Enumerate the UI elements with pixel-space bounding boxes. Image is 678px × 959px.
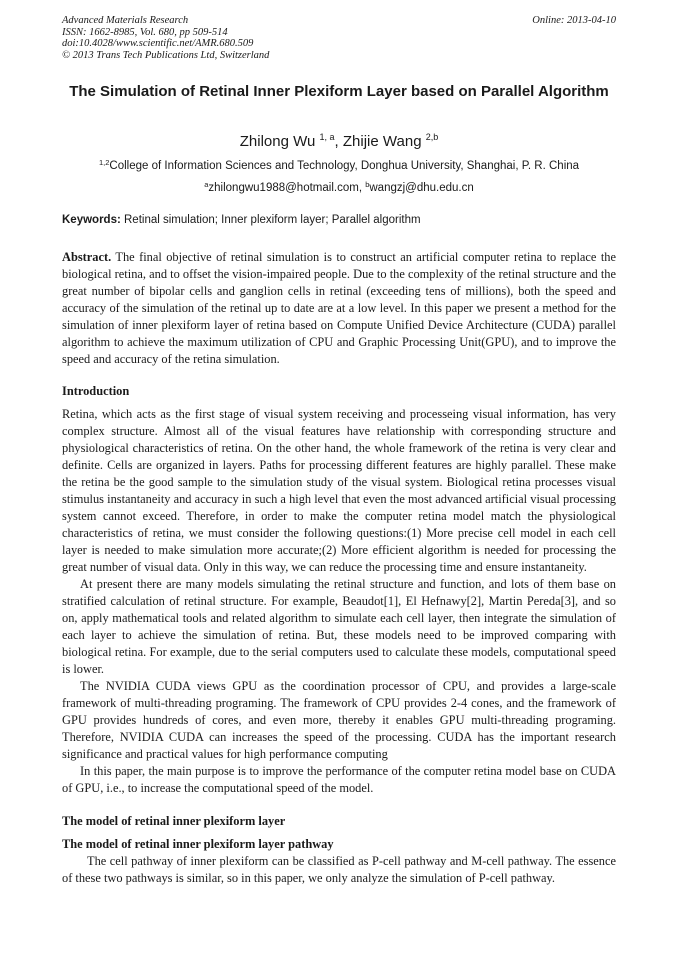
- copyright-line: © 2013 Trans Tech Publications Ltd, Switzerland: [62, 49, 270, 61]
- pathway-body: [62, 853, 616, 887]
- intro-paragraph-3: The NVIDIA CUDA views GPU as the coordination processor of CPU, and provides a large-scale framework of multi-threading programing. The framework of CPU provides 2-4 cones, and the framework of GPU provides hundreds of cores, and even more, thereby it enables GPU multi-threading programing. Therefore, NVIDIA CUDA can increases the speed of the processing. CUDA has the important research significance and practical values for high performance computing: [62, 679, 616, 761]
- author-2-sup: 2,b: [425, 132, 439, 142]
- abstract: [62, 249, 616, 368]
- author-line: [62, 128, 616, 151]
- pathway-subheading: The model of retinal inner plexiform layer pathway: [62, 837, 334, 851]
- affiliation-text: College of Information Sciences and Technology, Donghua University, Shanghai, P. R. China: [109, 160, 580, 172]
- keywords-text: Retinal simulation; Inner plexiform layer; Parallel algorithm: [120, 214, 421, 226]
- introduction-heading: Introduction: [62, 384, 130, 398]
- abstract-text: The final objective of retinal simulation is to construct an artificial computer retina to replace the biological retina, and to offset the vision-impaired people. Due to the complexity of the retinal structure and the great number of bipolar cells and ganglion cells in retinal (exceeding tens of millions), both the speed and accuracy of the simulation of the retinal up to date are at a low level. In this paper we present a method for the simulation of inner plexiform layer of retina based on Compute Unified Device Architecture (CUDA) parallel algorithm to achieve the maximum utilization of CPU and Graphic Processing Unit(GPU), and to improve the speed and accuracy of the retina simulation.: [62, 250, 616, 366]
- abstract-label: Abstract.: [62, 250, 112, 264]
- introduction-body: [62, 406, 616, 797]
- affiliation-sup: 1,2: [98, 158, 110, 167]
- email-b: wangzj@dhu.edu.cn: [369, 182, 474, 194]
- author-1: Zhilong Wu: [239, 133, 316, 150]
- online-date: Online: 2013-04-10: [532, 15, 616, 26]
- intro-paragraph-1: Retina, which acts as the first stage of visual system receiving and processeing visual information, has very complex structure. Almost all of the visual features have relationship with corresponding structure and physiological characteristics of retina. On the other hand, the whole framework of the retina is very clear and definite. Cells are organized in layers. Paths for processing different features are highly parallel. These make the retina be the good sample to the simulation study of the visual system. Biological retina processes visual stimulus instantaneity and accuracy in such a high level that even the most advanced artificial visual processing system cannot exceed. Therefore, in order to make the computer retina model match the physiological characteristics of retina, we must consider the following questions:(1) More precise cell model in each cell layer is needed to make simulation more accurate;(2) More efficient algorithm is needed for processing the great number of visual data. Only in this way, we can reduce the processing time and ensure instantaneity.: [62, 407, 616, 574]
- author-1-sup: 1, a: [319, 132, 335, 142]
- email-a: zhilongwu1988@hotmail.com: [208, 182, 359, 194]
- keywords: [62, 213, 616, 227]
- intro-paragraph-2: At present there are many models simulating the retinal structure and function, and lots of them base on stratified calculation of retinal structure. For example, Beaudot[1], El Hefnawy[2], Martin Pereda[3], and so on, apply mathematical tools and related algorithm to simulate each cell layer, then integrate the simulation of each layer to achieve the simulation of retina. But, these models need to be improved comparing with biological retina. For example, due to the serial computers used to calculate these models, computational speed is lower.: [62, 577, 616, 676]
- model-section-heading: The model of retinal inner plexiform layer: [62, 814, 286, 828]
- affiliation: [62, 156, 616, 173]
- issn-line: ISSN: 1662-8985, Vol. 680, pp 509-514: [62, 26, 228, 38]
- author-separator: ,: [334, 133, 343, 150]
- doi-line: doi:10.4028/www.scientific.net/AMR.680.509: [62, 38, 254, 49]
- email-a-sup: a: [204, 180, 209, 189]
- journal-header: [62, 15, 269, 61]
- email-b-sup: b: [365, 180, 370, 189]
- paper-title: The Simulation of Retinal Inner Plexiform Layer based on Parallel Algorithm: [69, 83, 609, 100]
- intro-paragraph-4: In this paper, the main purpose is to improve the performance of the computer retina model base on CUDA of GPU, i.e., to increase the computational speed of the model.: [62, 764, 616, 795]
- email-separator: ,: [358, 182, 366, 194]
- author-2: Zhijie Wang: [342, 133, 422, 150]
- email-line: [62, 178, 616, 195]
- journal-name: Advanced Materials Research: [62, 15, 189, 26]
- keywords-label: Keywords:: [62, 214, 121, 226]
- pathway-paragraph: The cell pathway of inner plexiform can be classified as P-cell pathway and M-cell pathway. The essence of these two pathways is similar, so in this paper, we only analyze the simulation of P-cell pathway.: [62, 854, 616, 885]
